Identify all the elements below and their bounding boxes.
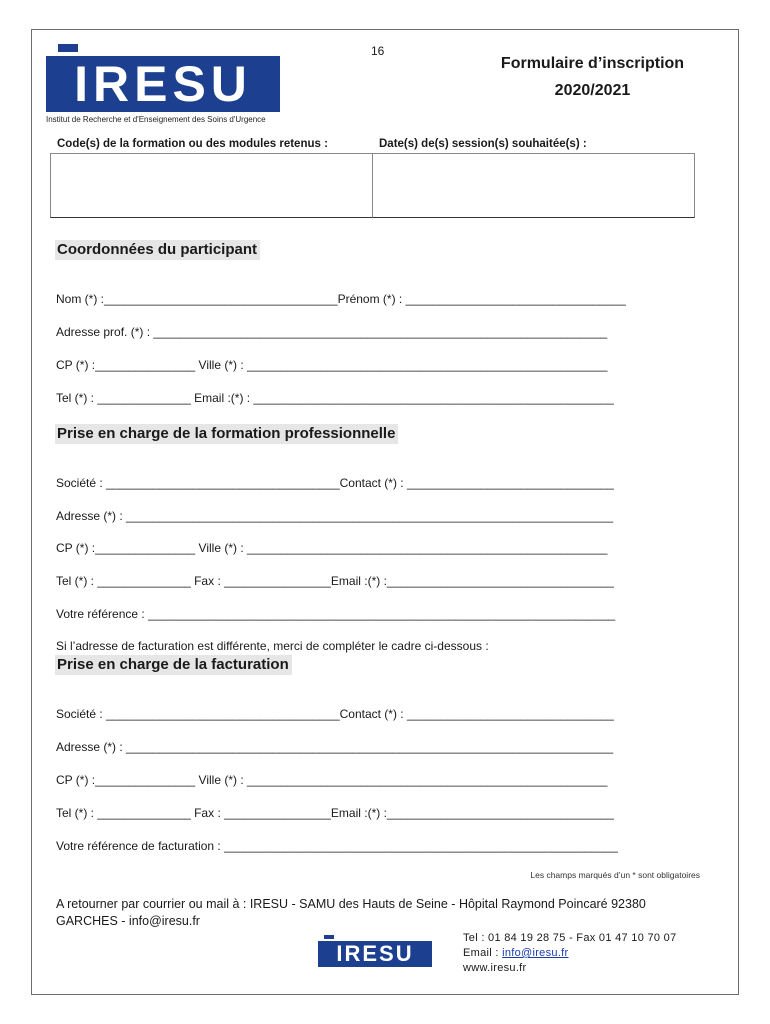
dates-label: Date(s) de(s) session(s) souhaitée(s) : <box>379 138 587 150</box>
training-contact-line[interactable]: Tel (*) : ______________ Fax : ________________Email :(*) :__________________________________ <box>56 574 614 588</box>
training-address-line[interactable]: Adresse (*) : _________________________________________________________________________ <box>56 509 614 523</box>
email-label: Email : <box>463 947 503 959</box>
contact-block <box>463 931 677 976</box>
logo-wordmark: IRESU <box>74 56 252 112</box>
billing-city-line[interactable]: CP (*) :_______________ Ville (*) : ______________________________________________________ <box>56 773 608 787</box>
participant-name-line[interactable]: Nom (*) :___________________________________Prénom (*) : _________________________________ <box>56 292 626 306</box>
return-instructions <box>56 896 676 930</box>
codes-label: Code(s) de la formation ou des modules retenus : <box>57 138 328 150</box>
billing-address-line[interactable]: Adresse (*) : _________________________________________________________________________ <box>56 740 614 754</box>
training-section-title: Prise en charge de la formation professionnelle <box>55 424 398 444</box>
logo-subtitle: Institut de Recherche et d'Enseignement des Soins d'Urgence <box>46 115 266 124</box>
participant-section-title: Coordonnées du participant <box>55 240 260 260</box>
return-line-1: A retourner par courrier ou mail à : IRESU - SAMU des Hauts de Seine - Hôpital Raymond Poincaré 92380 <box>56 897 646 911</box>
participant-city-line[interactable]: CP (*) :_______________ Ville (*) : ______________________________________________________ <box>56 358 608 372</box>
mandatory-note: Les champs marqués d’un * sont obligatoires <box>530 870 700 880</box>
participant-address-line[interactable]: Adresse prof. (*) : ____________________________________________________________________ <box>56 325 608 339</box>
form-title <box>470 50 715 104</box>
email-line <box>463 946 677 961</box>
billing-contact-line[interactable]: Tel (*) : ______________ Fax : ________________Email :(*) :__________________________________ <box>56 806 614 820</box>
footer-iresu-logo <box>318 935 432 967</box>
billing-reference-line[interactable]: Votre référence de facturation : ___________________________________________________________ <box>56 839 618 853</box>
phone-fax: Tel : 01 84 19 28 75 - Fax 01 47 10 70 07 <box>463 932 677 944</box>
training-city-line[interactable]: CP (*) :_______________ Ville (*) : ______________________________________________________ <box>56 541 608 555</box>
training-company-line[interactable]: Société : ___________________________________Contact (*) : _______________________________ <box>56 476 614 490</box>
form-title-main: Formulaire d’inscription <box>500 55 685 72</box>
footer-logo-wordmark: IRESU <box>318 941 432 967</box>
participant-contact-line[interactable]: Tel (*) : ______________ Email :(*) : ______________________________________________________ <box>56 391 614 405</box>
form-title-year: 2020/2021 <box>554 82 631 99</box>
dates-field[interactable] <box>372 153 695 218</box>
logo-accent-bar <box>58 44 78 52</box>
billing-section-title: Prise en charge de la facturation <box>55 655 292 675</box>
page-number: 16 <box>371 44 385 58</box>
footer-logo-accent-bar <box>324 935 334 939</box>
codes-field[interactable] <box>50 153 372 218</box>
return-line-2: GARCHES - info@iresu.fr <box>56 914 200 928</box>
email-link[interactable]: info@iresu.fr <box>502 947 569 959</box>
training-reference-line[interactable]: Votre référence : ______________________________________________________________________ <box>56 607 616 621</box>
website[interactable]: www.iresu.fr <box>463 962 527 974</box>
billing-note: Si l’adresse de facturation est différente, merci de compléter le cadre ci-dessous : <box>56 639 489 653</box>
billing-company-line[interactable]: Société : ___________________________________Contact (*) : _______________________________ <box>56 707 614 721</box>
